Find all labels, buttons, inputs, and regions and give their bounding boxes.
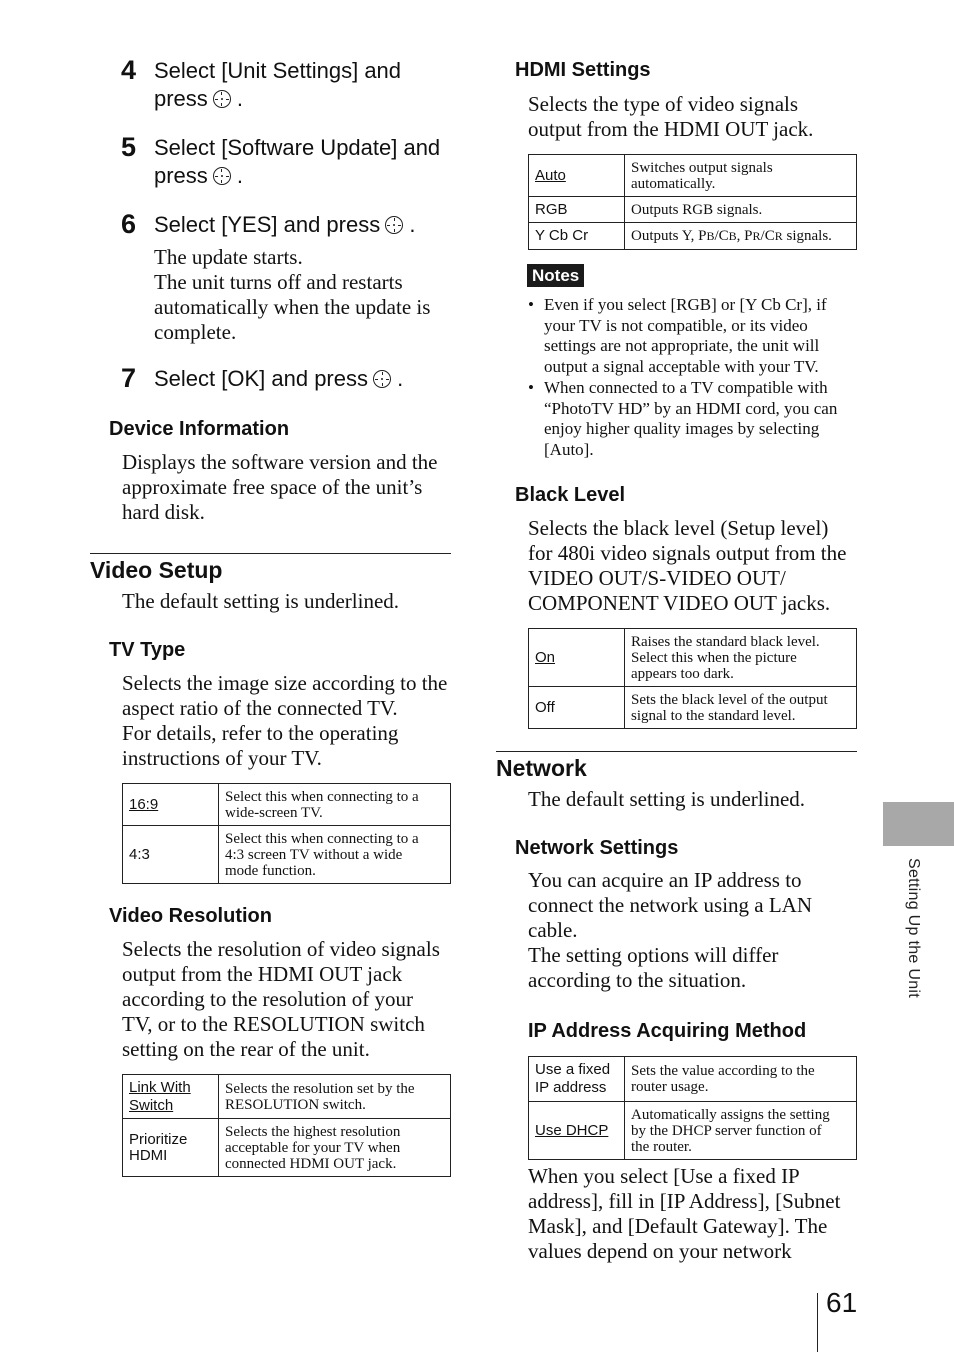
- option-key: [529, 223, 625, 250]
- text-line: according to the resolution of your: [122, 987, 414, 1011]
- option-key: [123, 1119, 219, 1177]
- option-prioritize-hdmi: Prioritize: [129, 1130, 188, 1148]
- desc-line: Outputs RGB signals.: [631, 201, 763, 218]
- device-information-text: [122, 450, 438, 525]
- option-prioritize-hdmi: HDMI: [129, 1146, 168, 1164]
- enter-button-icon: [385, 216, 403, 234]
- table-row: [529, 629, 857, 687]
- video-resolution-table: [122, 1074, 451, 1177]
- option-desc: [219, 1119, 451, 1177]
- step-5-number: 5: [121, 132, 137, 162]
- page-number: 61: [826, 1287, 858, 1318]
- option-auto: Auto: [535, 166, 566, 184]
- page-number-rule: [817, 1293, 818, 1352]
- step-7-line: Select [OK] and press: [154, 366, 368, 391]
- desc-line: appears too dark.: [631, 665, 734, 682]
- option-link-with-switch: Switch: [129, 1096, 174, 1114]
- desc-line: by the DHCP server function of: [631, 1122, 822, 1139]
- option-desc: [625, 223, 857, 250]
- table-row: [529, 223, 857, 250]
- option-key: [529, 155, 625, 197]
- section-thumb-tab: [883, 802, 954, 846]
- step-4-text: Select [Unit Settings] and press .: [154, 58, 402, 111]
- table-row: [123, 1075, 451, 1119]
- desc-line: wide-screen TV.: [225, 804, 323, 821]
- notes-badge: Notes: [527, 264, 584, 287]
- video-setup-heading: Video Setup: [90, 557, 223, 583]
- option-use-dhcp: Use DHCP: [535, 1121, 609, 1139]
- desc-part: Outputs Y, P: [631, 228, 707, 244]
- option-key: [529, 687, 625, 729]
- step-7-text: Select [OK] and press .: [154, 366, 404, 391]
- device-information-heading: Device Information: [109, 418, 290, 440]
- option-desc: [625, 155, 857, 197]
- video-setup-default-note: The default setting is underlined.: [122, 589, 400, 613]
- desc-line: 4:3 screen TV without a wide: [225, 846, 403, 863]
- text-line: aspect ratio of the connected TV.: [122, 696, 398, 720]
- tv-type-table: [122, 783, 451, 884]
- option-4-3: 4:3: [129, 845, 150, 863]
- option-desc: [625, 1057, 857, 1102]
- table-row: [529, 1102, 857, 1160]
- step-6-number: 6: [121, 209, 137, 239]
- table-row: [529, 197, 857, 223]
- step-6-desc-line: The unit turns off and restarts: [154, 270, 403, 294]
- text-line: Displays the software version and the: [122, 450, 438, 474]
- desc-line: Sets the value according to the: [631, 1063, 815, 1079]
- desc-line: Select this when connecting to a: [225, 788, 419, 805]
- option-off: Off: [535, 698, 555, 716]
- text-line: cable.: [528, 918, 578, 942]
- side-section-label: Setting Up the Unit: [905, 858, 922, 998]
- desc-line: Selects the resolution set by the: [225, 1080, 415, 1097]
- option-key: [529, 1102, 625, 1160]
- desc-part: /C: [714, 228, 729, 244]
- table-row: [123, 1119, 451, 1177]
- text-line: COMPONENT VIDEO OUT jacks.: [528, 591, 831, 615]
- text-line: VIDEO OUT/S-VIDEO OUT/: [528, 566, 786, 590]
- network-settings-text: [528, 868, 812, 993]
- step-6-line: Select [YES] and press: [154, 212, 381, 237]
- note-item: [528, 295, 858, 378]
- text-line: hard disk.: [122, 500, 205, 524]
- section-divider: [496, 751, 857, 752]
- ip-method-table: [528, 1056, 857, 1160]
- hdmi-settings-heading: HDMI Settings: [515, 59, 651, 81]
- note-item: [528, 378, 858, 461]
- desc-line: signal to the standard level.: [631, 707, 796, 724]
- note-line: • When connected to a TV compatible with: [544, 377, 828, 397]
- text-line: connect the network using a LAN: [528, 893, 813, 917]
- desc-line: Selects the highest resolution: [225, 1123, 401, 1140]
- option-desc: [219, 1075, 451, 1119]
- option-rgb: RGB: [535, 200, 568, 218]
- tv-type-heading: TV Type: [109, 639, 186, 661]
- option-desc: [625, 687, 857, 729]
- option-desc: [625, 1102, 857, 1160]
- option-link-with-switch: Link With: [129, 1078, 191, 1096]
- desc-line: router usage.: [631, 1079, 709, 1095]
- step-6-text: Select [YES] and press .: [154, 212, 416, 237]
- black-level-table: [528, 628, 857, 729]
- hdmi-settings-table: [528, 154, 857, 250]
- desc-part: B: [728, 229, 737, 243]
- option-on: On: [535, 648, 556, 666]
- desc-line: Select this when the picture: [631, 649, 797, 666]
- text-line: Mask], and [Default Gateway]. The: [528, 1214, 828, 1238]
- desc-part: B: [706, 229, 715, 243]
- desc-line: Switches output signals: [631, 159, 773, 176]
- tv-type-text: [122, 671, 447, 771]
- table-row: [529, 687, 857, 729]
- step-5-line-1: Select [Software Update] and: [154, 135, 441, 160]
- ip-method-after-text: [528, 1164, 840, 1264]
- option-key: [529, 197, 625, 223]
- option-key: [123, 826, 219, 884]
- desc-part: /C: [760, 228, 775, 244]
- step-6-desc-line: complete.: [154, 320, 237, 344]
- step-6-desc-line: The update starts.: [154, 245, 303, 269]
- option-desc: [625, 197, 857, 223]
- step-7-number: 7: [121, 363, 137, 393]
- table-row: [123, 826, 451, 884]
- desc-line: Automatically assigns the setting: [631, 1106, 830, 1123]
- desc-line: mode function.: [225, 862, 316, 879]
- desc-line: Sets the black level of the output: [631, 691, 828, 708]
- desc-line: automatically.: [631, 175, 716, 192]
- option-key: [529, 1057, 625, 1102]
- text-line: Selects the resolution of video signals: [122, 937, 440, 961]
- text-line: The setting options will differ: [528, 943, 779, 967]
- video-resolution-heading: Video Resolution: [109, 905, 272, 927]
- option-desc: [219, 826, 451, 884]
- section-divider: [90, 553, 451, 554]
- text-line: setting on the rear of the unit.: [122, 1037, 370, 1061]
- text-line: Selects the image size according to the: [122, 671, 448, 695]
- table-row: [529, 1057, 857, 1102]
- text-line: address], fill in [IP Address], [Subnet: [528, 1189, 841, 1213]
- desc-part: , P: [736, 228, 753, 244]
- enter-button-icon: [213, 167, 231, 185]
- note-line: • Even if you select [RGB] or [Y Cb Cr], if: [544, 295, 827, 314]
- option-use-fixed-ip: IP address: [535, 1079, 607, 1096]
- note-line: enjoy higher quality images by selecting: [544, 419, 820, 439]
- option-key: [123, 1075, 219, 1119]
- note-line: [Auto].: [544, 439, 594, 459]
- text-line: output from the HDMI OUT jack.: [528, 117, 814, 141]
- notes-list: [528, 295, 858, 461]
- table-row: [529, 155, 857, 197]
- enter-button-icon: [213, 90, 231, 108]
- text-line: according to the situation.: [528, 968, 747, 992]
- text-line: Selects the type of video signals: [528, 92, 799, 116]
- text-line: instructions of your TV.: [122, 746, 322, 770]
- option-y-cb-cr: Y Cb Cr: [535, 227, 589, 244]
- desc-line: connected HDMI OUT jack.: [225, 1155, 397, 1172]
- desc-part: R: [774, 229, 783, 243]
- desc-line: Raises the standard black level.: [631, 633, 820, 650]
- desc-line: RESOLUTION switch.: [225, 1096, 366, 1113]
- text-line: for 480i video signals output from the: [528, 541, 847, 565]
- option-desc: [219, 784, 451, 826]
- desc-line: Select this when connecting to a: [225, 830, 419, 847]
- video-resolution-text: [122, 937, 440, 1062]
- text-line: Selects the black level (Setup level): [528, 516, 829, 540]
- option-key: [529, 629, 625, 687]
- black-level-text: [528, 516, 846, 616]
- text-line: For details, refer to the operating: [122, 721, 399, 745]
- ip-method-heading: IP Address Acquiring Method: [528, 1020, 807, 1042]
- step-4-line-1: Select [Unit Settings] and: [154, 58, 402, 83]
- text-line: You can acquire an IP address to: [528, 868, 802, 892]
- note-line: settings are not appropriate, the unit will: [544, 336, 820, 356]
- note-line: your TV is not compatible, or its video: [544, 315, 808, 335]
- option-use-fixed-ip: Use a fixed: [535, 1061, 611, 1078]
- desc-line: acceptable for your TV when: [225, 1139, 401, 1156]
- network-heading: Network: [496, 755, 587, 781]
- text-line: approximate free space of the unit’s: [122, 475, 423, 499]
- desc-part: signals.: [782, 228, 832, 244]
- desc-line: the router.: [631, 1138, 692, 1155]
- text-line: When you select [Use a fixed IP: [528, 1164, 800, 1188]
- step-5-line-2: press: [154, 163, 208, 188]
- text-line: output from the HDMI OUT jack: [122, 962, 403, 986]
- step-6-desc-line: automatically when the update is: [154, 295, 431, 319]
- table-row: [123, 784, 451, 826]
- text-line: TV, or to the RESOLUTION switch: [122, 1012, 425, 1036]
- note-line: output a signal acceptable with your TV.: [544, 357, 819, 377]
- note-line: “PhotoTV HD” by an HDMI cord, you can: [544, 398, 838, 418]
- text-line: values depend on your network: [528, 1239, 792, 1263]
- step-6-description: [154, 245, 430, 345]
- enter-button-icon: [373, 370, 391, 388]
- desc-part: R: [752, 229, 761, 243]
- step-4-number: 4: [121, 55, 137, 85]
- hdmi-settings-text: [528, 92, 813, 142]
- step-5-text: Select [Software Update] and press .: [154, 135, 441, 188]
- black-level-heading: Black Level: [515, 484, 626, 506]
- option-16-9: 16:9: [129, 795, 159, 813]
- network-default-note: The default setting is underlined.: [528, 787, 806, 811]
- step-4-line-2: press: [154, 86, 208, 111]
- network-settings-heading: Network Settings: [515, 837, 679, 859]
- option-desc: [625, 629, 857, 687]
- option-key: [123, 784, 219, 826]
